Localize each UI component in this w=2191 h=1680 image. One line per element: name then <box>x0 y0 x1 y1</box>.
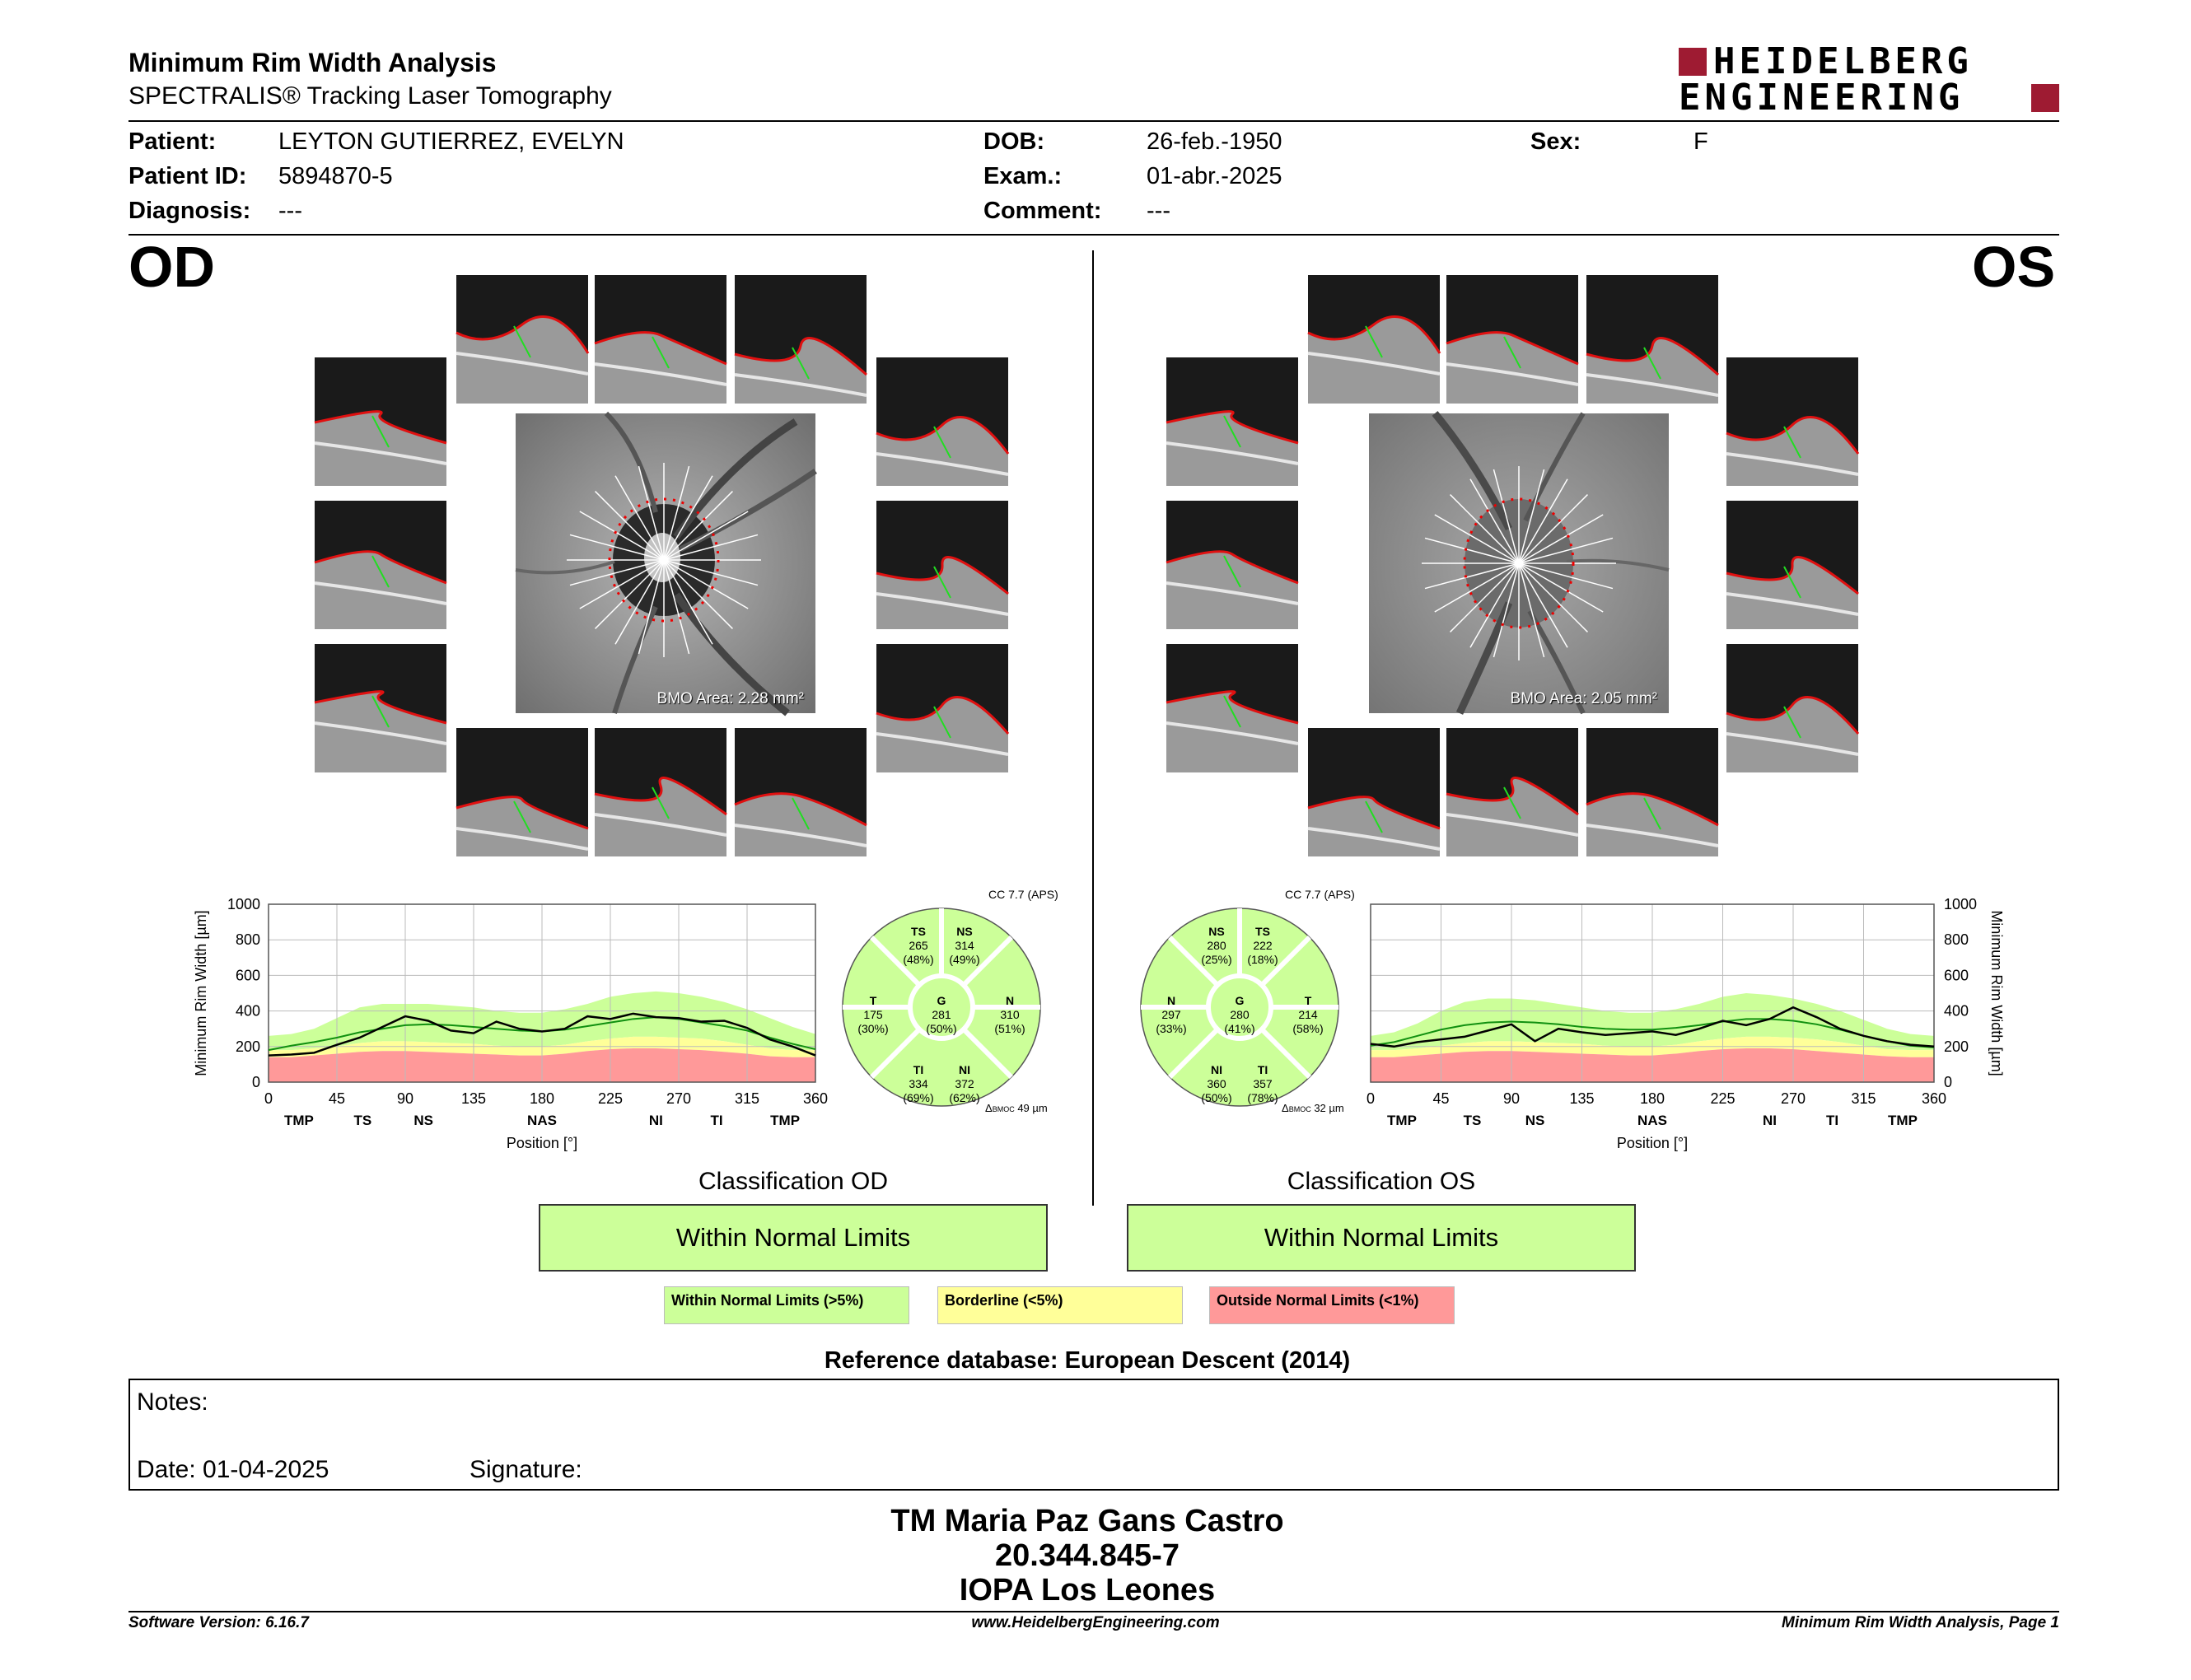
bmoc-value-od: 49 µm <box>1017 1102 1048 1114</box>
sector-axis-label: NS <box>1525 1113 1545 1128</box>
oct-scan-os-5 <box>1726 357 1858 486</box>
x-tick-label: 0 <box>264 1090 273 1107</box>
oct-scan-od-8 <box>315 644 446 772</box>
sector-axis-label: TS <box>1463 1113 1482 1128</box>
fundus-image-od <box>516 413 815 713</box>
sector-ti-pct: (78%) <box>1247 1091 1278 1104</box>
mrw-chart-os <box>1351 889 2005 1169</box>
y-tick-label: 400 <box>235 1002 260 1020</box>
sector-axis-label: NAS <box>527 1113 557 1128</box>
sector-ti-name: TI <box>1257 1063 1268 1076</box>
heidelberg-logo <box>1679 40 2059 119</box>
oct-scan-od-12 <box>735 728 867 856</box>
legend-onl: Outside Normal Limits (<1%) <box>1209 1286 1455 1324</box>
sector-g-name: G <box>937 994 946 1007</box>
x-tick-label: 180 <box>1639 1090 1665 1107</box>
sector-ni-value: 372 <box>955 1077 974 1090</box>
oct-scan-os-6 <box>1166 501 1298 629</box>
divider <box>128 1611 2059 1612</box>
sector-g-pct: (41%) <box>1224 1022 1255 1035</box>
x-tick-label: 360 <box>1921 1090 1947 1107</box>
y-tick-label: 600 <box>235 967 260 984</box>
signature-label: Signature: <box>470 1456 582 1483</box>
logo-line1: HEIDELBERG <box>1713 40 1973 82</box>
oct-scan-od-5 <box>876 357 1008 486</box>
bmoc-value-os: 32 µm <box>1314 1102 1344 1114</box>
sector-ni-pct: (62%) <box>949 1091 980 1104</box>
sector-axis-label: TMP <box>1888 1113 1918 1128</box>
page-label: Minimum Rim Width Analysis, Page 1 <box>1782 1614 2059 1631</box>
sector-g-pct: (50%) <box>926 1022 957 1035</box>
sector-ni-name: NI <box>1211 1063 1222 1076</box>
y-axis-label: Minimum Rim Width [µm] <box>1988 910 2005 1076</box>
patient-label: Patient: <box>128 128 217 155</box>
oct-scan-od-3 <box>735 275 867 404</box>
oct-scan-os-3 <box>1586 275 1718 404</box>
x-tick-label: 90 <box>396 1090 414 1107</box>
report-title: Minimum Rim Width Analysis <box>128 48 497 77</box>
oct-scan-od-7 <box>876 501 1008 629</box>
bmo-area-os: BMO Area: 2.05 mm² <box>1510 690 1657 707</box>
sector-ts-pct: (18%) <box>1247 953 1278 966</box>
y-axis-label: Minimum Rim Width [µm] <box>193 910 209 1076</box>
comment-label: Comment: <box>983 198 1102 224</box>
oct-scan-os-8 <box>1166 644 1298 772</box>
sector-ti-name: TI <box>913 1063 924 1076</box>
logo-line2: ENGINEERING <box>1679 77 1964 119</box>
y-tick-label: 1000 <box>1944 896 1978 912</box>
sector-ni-pct: (50%) <box>1201 1091 1232 1104</box>
website-link[interactable]: www.HeidelbergEngineering.com <box>971 1614 1220 1631</box>
classification-od: Within Normal Limits <box>539 1204 1048 1272</box>
x-tick-label: 90 <box>1502 1090 1521 1107</box>
patient-name: LEYTON GUTIERREZ, EVELYN <box>278 128 624 155</box>
y-tick-label: 800 <box>1944 931 1969 949</box>
sector-ti-pct: (69%) <box>903 1091 934 1104</box>
sector-ns-value: 314 <box>955 939 974 952</box>
sex-label: Sex: <box>1530 128 1581 155</box>
eye-label-od: OD <box>128 235 215 299</box>
classification-title-os: Classification OS <box>1287 1168 1476 1195</box>
sector-n-name: N <box>1166 994 1176 1007</box>
x-tick-label: 45 <box>328 1090 346 1107</box>
x-axis-label: Position [°] <box>1616 1135 1689 1151</box>
y-tick-label: 400 <box>1944 1002 1969 1020</box>
notes-box[interactable] <box>128 1379 2059 1491</box>
fundus-image-os <box>1369 413 1669 713</box>
diagnosis-label: Diagnosis: <box>128 198 251 224</box>
sector-g-value: 280 <box>1230 1008 1250 1021</box>
fundus-graphic-od <box>516 413 815 713</box>
sector-axis-label: TI <box>710 1113 723 1128</box>
oct-scan-os-1 <box>1308 275 1440 404</box>
x-tick-label: 180 <box>529 1090 555 1107</box>
y-tick-label: 600 <box>1944 967 1969 984</box>
x-tick-label: 360 <box>802 1090 829 1107</box>
signer-name: TM Maria Paz Gans Castro <box>890 1504 1284 1538</box>
classification-os: Within Normal Limits <box>1127 1204 1636 1272</box>
sector-n-value: 310 <box>1000 1008 1020 1021</box>
eye-label-os: OS <box>1972 235 2056 299</box>
x-tick-label: 225 <box>1710 1090 1736 1107</box>
oct-scan-od-11 <box>595 728 726 856</box>
sector-ns-pct: (25%) <box>1201 953 1232 966</box>
sector-t-value: 214 <box>1298 1008 1318 1021</box>
oct-scan-os-7 <box>1726 501 1858 629</box>
oct-scan-os-2 <box>1446 275 1578 404</box>
x-tick-label: 270 <box>1780 1090 1806 1107</box>
sector-circle-os <box>1137 904 1343 1110</box>
sector-axis-label: NAS <box>1637 1113 1667 1128</box>
oct-scan-os-11 <box>1446 728 1578 856</box>
oct-scan-os-9 <box>1726 644 1858 772</box>
divider <box>128 234 2059 236</box>
bmo-area-od: BMO Area: 2.28 mm² <box>656 690 804 707</box>
x-tick-label: 135 <box>1569 1090 1595 1107</box>
sector-ts-name: TS <box>911 925 926 938</box>
divider <box>128 120 2059 122</box>
y-tick-label: 1000 <box>227 896 260 912</box>
sector-axis-label: TS <box>353 1113 372 1128</box>
oct-scan-od-4 <box>315 357 446 486</box>
sector-t-name: T <box>869 994 877 1007</box>
oct-scan-os-12 <box>1586 728 1718 856</box>
legend-wnl: Within Normal Limits (>5%) <box>664 1286 909 1324</box>
sector-n-pct: (51%) <box>994 1022 1025 1035</box>
bmoc-od: ΔBMOC 49 µm <box>985 1102 1048 1114</box>
signer-rut: 20.344.845-7 <box>995 1538 1180 1573</box>
sector-ni-value: 360 <box>1207 1077 1226 1090</box>
exam-label: Exam.: <box>983 163 1063 189</box>
sector-ts-value: 265 <box>909 939 928 952</box>
sector-ts-pct: (48%) <box>903 953 934 966</box>
x-tick-label: 225 <box>597 1090 624 1107</box>
oct-scan-od-9 <box>876 644 1008 772</box>
exam-date: 01-abr.-2025 <box>1147 163 1282 189</box>
sector-axis-label: NI <box>648 1113 663 1128</box>
sector-t-value: 175 <box>863 1008 883 1021</box>
sector-n-pct: (33%) <box>1156 1022 1187 1035</box>
oct-scan-od-2 <box>595 275 726 404</box>
sector-ti-value: 357 <box>1253 1077 1273 1090</box>
comment: --- <box>1147 198 1170 224</box>
y-tick-label: 0 <box>1944 1074 1953 1090</box>
mrw-chart-od <box>189 889 840 1169</box>
x-tick-label: 315 <box>1851 1090 1876 1107</box>
sector-n-value: 297 <box>1161 1008 1181 1021</box>
sector-circle-od <box>839 904 1044 1110</box>
sector-axis-label: NS <box>413 1113 433 1128</box>
signer-org: IOPA Los Leones <box>959 1573 1216 1608</box>
oct-scan-os-4 <box>1166 357 1298 486</box>
sector-axis-label: TI <box>1825 1113 1839 1128</box>
delta-icon: Δ <box>1282 1102 1289 1114</box>
sector-axis-label: TMP <box>283 1113 314 1128</box>
y-tick-label: 200 <box>235 1038 260 1055</box>
sector-ts-value: 222 <box>1253 939 1273 952</box>
sector-ns-pct: (49%) <box>949 953 980 966</box>
cc-label-os: CC 7.7 (APS) <box>1285 888 1355 901</box>
logo-square-icon <box>2031 84 2059 112</box>
sector-t-pct: (58%) <box>1292 1022 1324 1035</box>
delta-icon: Δ <box>985 1102 993 1114</box>
x-tick-label: 315 <box>734 1090 760 1107</box>
x-tick-label: 0 <box>1366 1090 1376 1107</box>
patient-id-label: Patient ID: <box>128 163 247 189</box>
reference-database: Reference database: European Descent (2014) <box>824 1347 1351 1374</box>
sector-ns-value: 280 <box>1207 939 1226 952</box>
sector-ns-name: NS <box>956 925 973 938</box>
oct-scan-od-6 <box>315 501 446 629</box>
x-tick-label: 270 <box>666 1090 692 1107</box>
sector-ni-name: NI <box>959 1063 970 1076</box>
sector-g-value: 281 <box>932 1008 951 1021</box>
sector-ti-value: 334 <box>909 1077 928 1090</box>
sector-axis-label: TMP <box>770 1113 801 1128</box>
cc-label-od: CC 7.7 (APS) <box>988 888 1058 901</box>
sector-ns-name: NS <box>1208 925 1225 938</box>
sector-ts-name: TS <box>1255 925 1270 938</box>
x-tick-label: 45 <box>1432 1090 1450 1107</box>
x-tick-label: 135 <box>460 1090 487 1107</box>
dob-label: DOB: <box>983 128 1045 155</box>
patient-id: 5894870-5 <box>278 163 393 189</box>
oct-scan-od-10 <box>456 728 588 856</box>
y-tick-label: 200 <box>1944 1038 1969 1055</box>
logo-square-icon <box>1679 48 1707 76</box>
sector-t-name: T <box>1304 994 1312 1007</box>
sector-n-name: N <box>1005 994 1015 1007</box>
bmoc-os: ΔBMOC 32 µm <box>1282 1102 1344 1114</box>
notes-date: Date: 01-04-2025 <box>137 1456 329 1483</box>
y-tick-label: 0 <box>251 1074 260 1090</box>
legend-borderline: Borderline (<5%) <box>937 1286 1183 1324</box>
sector-g-name: G <box>1235 994 1245 1007</box>
report-subtitle: SPECTRALIS® Tracking Laser Tomography <box>128 82 612 110</box>
sex: F <box>1693 128 1708 155</box>
diagnosis: --- <box>278 198 302 224</box>
sector-t-pct: (30%) <box>857 1022 889 1035</box>
dob: 26-feb.-1950 <box>1147 128 1282 155</box>
sector-axis-label: NI <box>1763 1113 1777 1128</box>
fundus-graphic-os <box>1369 413 1669 713</box>
eye-divider <box>1092 250 1094 1206</box>
x-axis-label: Position [°] <box>506 1135 578 1151</box>
oct-scan-od-1 <box>456 275 588 404</box>
notes-label: Notes: <box>137 1388 208 1416</box>
y-tick-label: 800 <box>235 931 260 949</box>
classification-title-od: Classification OD <box>698 1168 889 1195</box>
sector-axis-label: TMP <box>1387 1113 1417 1128</box>
oct-scan-os-10 <box>1308 728 1440 856</box>
software-version: Software Version: 6.16.7 <box>128 1614 309 1631</box>
